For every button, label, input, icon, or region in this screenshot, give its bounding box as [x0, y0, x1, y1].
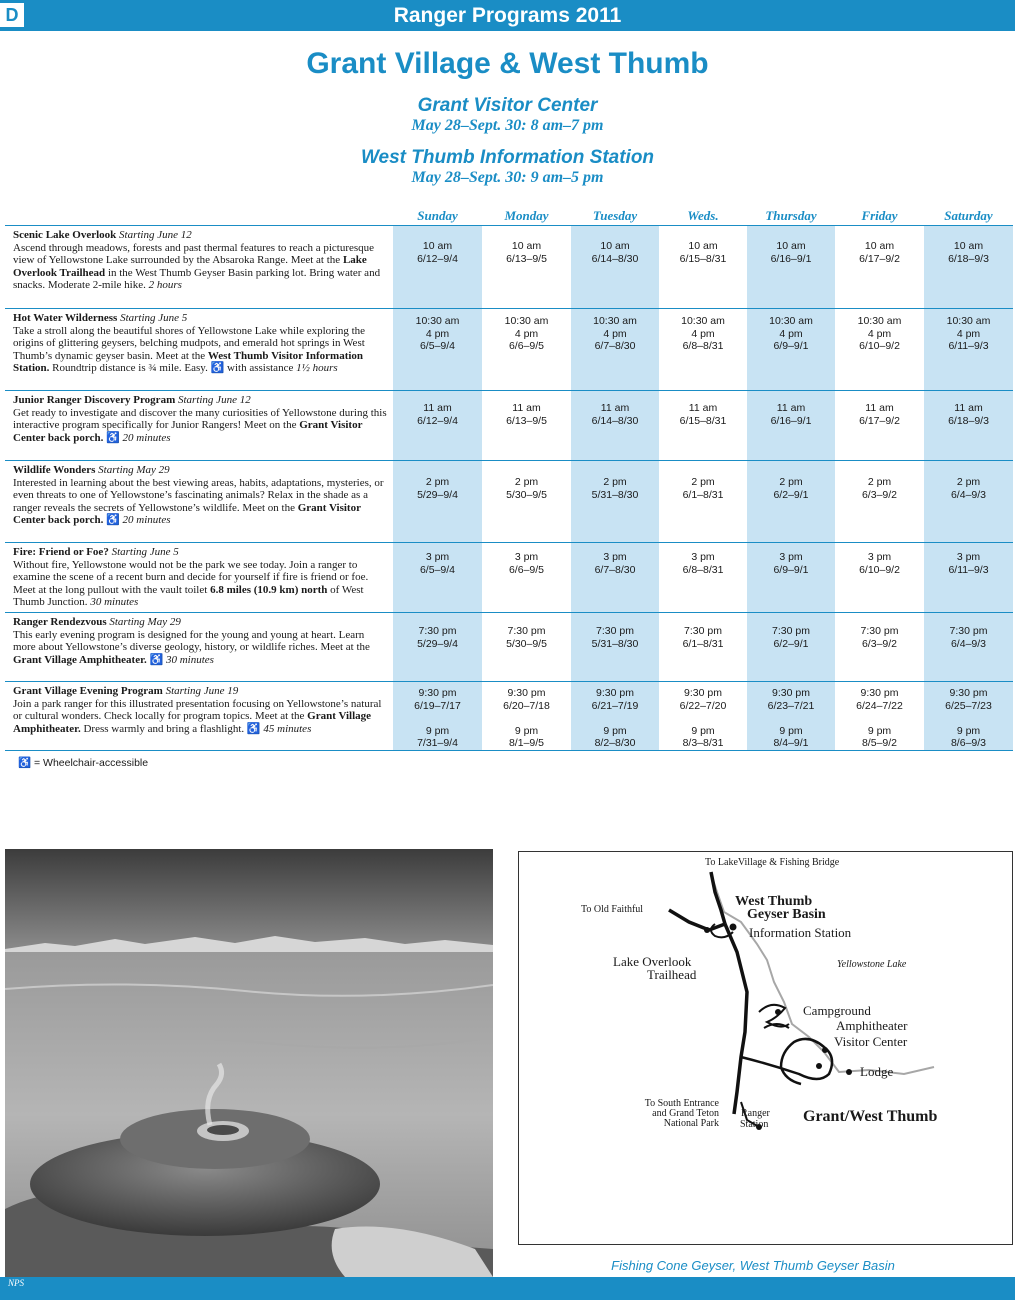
program-desc-b: Roundtrip distance is ¾ mile. Easy.	[49, 362, 208, 375]
program-duration: 1½ hours	[296, 362, 338, 375]
program-desc-a: Join a park ranger for this illustrated presentation focusing on Yellowstone’s natural or cultural wonders. Check locally for program topics. Meet at the	[13, 697, 382, 723]
schedule-cell: 3 pm 6/9–9/1	[773, 551, 809, 576]
map-label-to-south-2: and Grand Teton	[652, 1108, 719, 1119]
program-location: Lake Overlook Trailhead	[13, 254, 367, 279]
center-hours-west-thumb: May 28–Sept. 30: 9 am–5 pm	[411, 169, 604, 186]
schedule-cell: 10:30 am 4 pm 6/7–8/30	[593, 315, 637, 352]
schedule-cell: 9:30 pm 6/22–7/20 9 pm 8/3–8/31	[679, 687, 727, 749]
schedule-cell: 3 pm 6/11–9/3	[948, 551, 989, 576]
program-duration: 20 minutes	[122, 514, 171, 527]
schedule-cell: 10:30 am 4 pm 6/6–9/5	[504, 315, 549, 352]
header-bar	[0, 0, 1015, 31]
map-label-station: Station	[740, 1119, 769, 1130]
program-description	[13, 394, 388, 444]
map-label-lake-overlook: Lake Overlook	[613, 954, 692, 969]
program-duration: 2 hours	[148, 279, 182, 292]
schedule-cell: 11 am 6/14–8/30	[591, 402, 639, 427]
center-name-west-thumb: West Thumb Information Station	[360, 147, 655, 168]
map-label-campground: Campground	[803, 1003, 871, 1018]
schedule-cell: 11 am 6/18–9/3	[948, 402, 989, 427]
program-description	[13, 229, 388, 292]
map-label-lodge: Lodge	[860, 1064, 894, 1079]
program-start: Starting June 5	[111, 546, 179, 558]
program-title: Fire: Friend or Foe?	[13, 546, 109, 558]
schedule-cell: 9:30 pm 6/21–7/19 9 pm 8/2–8/30	[591, 687, 639, 749]
schedule-cell: 11 am 6/17–9/2	[859, 402, 900, 427]
program-start: Starting June 12	[177, 394, 251, 406]
program-desc-a: Without fire, Yellowstone would not be the park we see today. Join a ranger to examine the scene of a recent burn and decide for yourself if fire is friend or foe. Meet at the long pullout with the vault toilet	[13, 558, 369, 596]
program-location: Grant Village Amphitheater.	[13, 710, 372, 735]
schedule-cell: 9:30 pm 6/20–7/18 9 pm 8/1–9/5	[503, 687, 550, 749]
day-header-weds: Weds.	[687, 208, 719, 223]
schedule-cell: 7:30 pm 5/31–8/30	[591, 625, 639, 650]
program-access: ♿	[106, 514, 120, 527]
row-divider	[5, 225, 1013, 226]
day-header-friday: Friday	[861, 208, 898, 223]
schedule-cell: 7:30 pm 6/3–9/2	[860, 625, 899, 650]
schedule-cell: 10:30 am 4 pm 6/5–9/4	[415, 315, 460, 352]
schedule-cell: 3 pm 6/6–9/5	[508, 551, 545, 576]
row-divider	[5, 542, 1013, 543]
program-title: Junior Ranger Discovery Program	[13, 394, 176, 406]
program-desc-a: Interested in learning about the best viewing areas, habits, adaptations, mysteries, or even threats to one of Yellowstone’s fascinating animals? Relax in the shade as a ranger reveals the secrets of Yellowstone’s wildlife. Meet on the	[13, 476, 384, 514]
schedule-cell: 9:30 pm 6/24–7/22 9 pm 8/5–9/2	[856, 687, 903, 749]
schedule-cell: 10:30 am 4 pm 6/8–8/31	[681, 315, 725, 352]
day-header-tuesday: Tuesday	[592, 208, 638, 223]
accessibility-legend: ♿ = Wheelchair-accessible	[18, 757, 149, 769]
schedule-cell: 11 am 6/12–9/4	[417, 402, 458, 427]
map-label-ranger: Ranger	[741, 1108, 770, 1119]
schedule-cell: 7:30 pm 6/4–9/3	[949, 625, 988, 650]
row-divider	[5, 308, 1013, 309]
day-header-sunday: Sunday	[417, 208, 458, 223]
program-desc-a: Get ready to investigate and discover the many curiosities of Yellowstone during this interactive program specifically for Junior Rangers! Meet on the	[13, 406, 387, 432]
program-description	[13, 546, 388, 609]
schedule-cell: 3 pm 6/10–9/2	[859, 551, 900, 576]
program-desc-b: of West Thumb Junction.	[13, 583, 364, 609]
program-duration: 45 minutes	[263, 722, 312, 735]
program-desc-b: Dress warmly and bring a flashlight.	[80, 722, 245, 735]
map-label-amphitheater: Amphitheater	[836, 1018, 908, 1033]
schedule-cell: 9:30 pm 6/25–7/23 9 pm 8/6–9/3	[945, 687, 992, 749]
area-map	[518, 851, 1013, 1245]
program-title: Grant Village Evening Program	[13, 685, 163, 697]
program-duration: 30 minutes	[90, 596, 139, 609]
schedule-cell: 2 pm 6/4–9/3	[950, 476, 987, 501]
program-start: Starting June 19	[165, 685, 239, 697]
page-title: Grant Village & West Thumb	[306, 47, 709, 80]
footer-bar	[0, 1277, 1015, 1300]
schedule-cell: 11 am 6/16–9/1	[770, 402, 812, 427]
program-access: ♿ with assistance	[210, 362, 294, 375]
map-label-information-station: Information Station	[749, 925, 852, 940]
row-divider	[5, 390, 1013, 391]
map-label-to-lake-village: To LakeVillage & Fishing Bridge	[705, 857, 840, 868]
schedule-cell: 2 pm 6/3–9/2	[861, 476, 898, 501]
schedule-cell: 7:30 pm 5/29–9/4	[417, 625, 458, 650]
row-divider	[5, 750, 1013, 751]
program-start: Starting May 29	[109, 616, 181, 628]
photo-caption: Fishing Cone Geyser, West Thumb Geyser Basin	[611, 1258, 895, 1273]
schedule-cell: 2 pm 5/31–8/30	[591, 476, 639, 501]
center-name-grant: Grant Visitor Center	[417, 95, 598, 116]
program-duration: 20 minutes	[122, 431, 171, 444]
schedule-cell: 10 am 6/14–8/30	[591, 240, 639, 265]
schedule-cell: 3 pm 6/5–9/4	[419, 551, 456, 576]
program-duration: 30 minutes	[165, 653, 214, 666]
center-hours-grant: May 28–Sept. 30: 8 am–7 pm	[411, 117, 604, 134]
program-location: Grant Visitor Center back porch.	[13, 419, 363, 444]
row-divider	[5, 681, 1013, 682]
program-description	[13, 312, 388, 375]
schedule-cell: 11 am 6/13–9/5	[506, 402, 547, 427]
program-location: Grant Visitor Center back porch.	[13, 501, 361, 527]
schedule-cell: 10:30 am 4 pm 6/10–9/2	[857, 315, 902, 352]
day-header-thursday: Thursday	[765, 208, 817, 223]
schedule-cell: 2 pm 6/1–8/31	[682, 476, 724, 501]
header-title: Ranger Programs 2011	[393, 4, 622, 27]
program-desc-a: Take a stroll along the beautiful shores of Yellowstone Lake while exploring the origins of glittering geysers, belching mudpots, and emerald hot springs in West Thumb’s dynamic geyser basin. Meet at the	[13, 324, 366, 362]
program-start: Starting May 29	[98, 464, 170, 476]
schedule-cell: 10 am 6/15–8/31	[679, 240, 727, 265]
schedule-cell: 3 pm 6/8–8/31	[682, 551, 724, 576]
schedule-cell: 10:30 am 4 pm 6/11–9/3	[946, 315, 991, 352]
program-title: Hot Water Wilderness	[13, 312, 118, 324]
program-desc-b: in the West Thumb Geyser Basin parking lot. Bring water and snacks. Moderate 2-mile hike.	[13, 266, 381, 292]
schedule-cell: 10 am 6/16–9/1	[770, 240, 812, 265]
map-label-to-south-3: National Park	[663, 1118, 719, 1129]
schedule-cell: 10 am 6/12–9/4	[417, 240, 458, 265]
program-access: ♿	[106, 431, 120, 444]
map-title: Grant/West Thumb	[803, 1108, 938, 1125]
schedule-cell: 11 am 6/15–8/31	[679, 402, 727, 427]
schedule-cell: 2 pm 5/29–9/4	[417, 476, 458, 501]
map-label-trailhead: Trailhead	[647, 967, 697, 982]
program-title: Scenic Lake Overlook	[13, 229, 117, 241]
map-label-to-old-faithful: To Old Faithful	[581, 904, 644, 915]
program-desc-a: This early evening program is designed for the young and young at heart. Learn more about Yellowstone’s diverse geology, history, or wildlife riches. Meet at the	[13, 628, 370, 654]
schedule-cell: 10 am 6/18–9/3	[948, 240, 989, 265]
program-start: Starting June 5	[120, 312, 188, 324]
schedule-cell: 7:30 pm 6/2–9/1	[772, 625, 810, 650]
program-location: West Thumb Visitor Information Station.	[13, 349, 364, 375]
schedule-cell: 10 am 6/17–9/2	[859, 240, 900, 265]
map-label-visitor-center: Visitor Center	[834, 1034, 908, 1049]
schedule-cell: 10:30 am 4 pm 6/9–9/1	[769, 315, 813, 352]
program-desc-a: Ascend through meadows, forests and past thermal features to reach a picturesque view of Yellowstone Lake surrounded by the Absaroka Range. Meet at the	[13, 241, 375, 267]
schedule-cell: 2 pm 5/30–9/5	[506, 476, 547, 501]
schedule-cell: 10 am 6/13–9/5	[506, 240, 547, 265]
schedule-cell: 9:30 pm 6/19–7/17 9 pm 7/31–9/4	[414, 687, 461, 749]
section-letter: D	[0, 3, 24, 27]
program-access: ♿	[246, 722, 261, 735]
map-label-west-thumb: West Thumb	[735, 894, 813, 909]
program-title: Ranger Rendezvous	[13, 616, 107, 628]
map-label-yellowstone-lake: Yellowstone Lake	[837, 959, 907, 970]
schedule-cell: 2 pm 6/2–9/1	[773, 476, 809, 501]
photo-credit: NPS	[8, 1278, 25, 1288]
schedule-cell: 7:30 pm 6/1–8/31	[682, 625, 724, 650]
program-description	[13, 616, 388, 666]
program-description	[13, 464, 388, 527]
schedule-cell: 9:30 pm 6/23–7/21 9 pm 8/4–9/1	[767, 687, 815, 749]
map-label-to-south-1: To South Entrance	[644, 1098, 719, 1109]
program-description	[13, 685, 388, 735]
day-header-monday: Monday	[504, 208, 549, 223]
row-divider	[5, 612, 1013, 613]
schedule-cell: 7:30 pm 5/30–9/5	[506, 625, 547, 650]
fishing-cone-photo	[5, 849, 493, 1277]
map-label-geyser-basin: Geyser Basin	[747, 907, 826, 922]
schedule-cell: 3 pm 6/7–8/30	[594, 551, 636, 576]
program-location: 6.8 miles (10.9 km) north	[210, 583, 328, 596]
day-header-saturday: Saturday	[944, 208, 993, 223]
program-access: ♿	[149, 653, 164, 666]
program-title: Wildlife Wonders	[13, 464, 96, 476]
program-start: Starting June 12	[119, 229, 192, 241]
program-location: Grant Village Amphitheater.	[13, 653, 147, 666]
row-divider	[5, 460, 1013, 461]
